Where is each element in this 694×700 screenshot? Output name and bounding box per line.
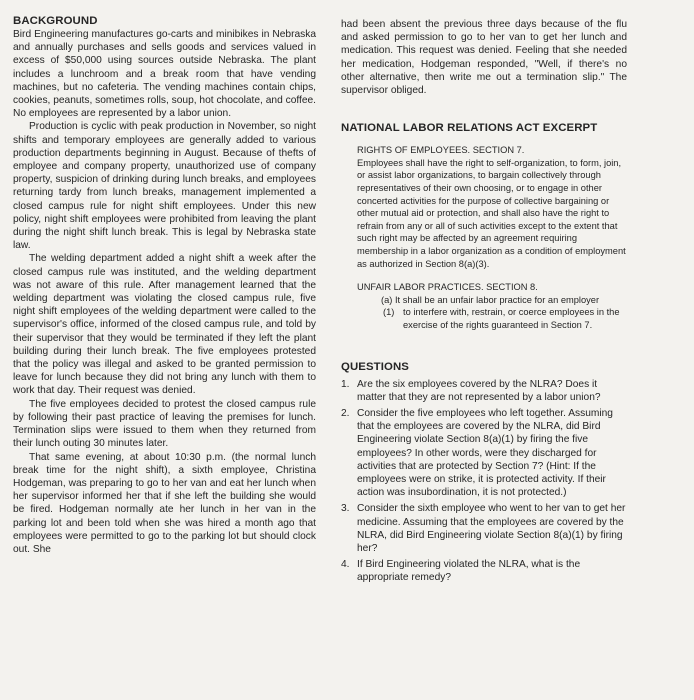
- section8-a: (a) It shall be an unfair labor practice for an employer: [381, 294, 600, 305]
- question-text: Consider the five employees who left together. Assuming that the employees are covered by the NLRA, did Bird Engineering violate Section 8(a)(1) by firing the five employees? In other words, were they discharged for activities that are protected by Section 7? (Hint: If the employees were on strike, it is protected activity. If their action was insubordination, it is not protected.): [357, 407, 613, 499]
- right-column: [341, 14, 627, 588]
- background-paragraph-5: That same evening, at about 10:30 p.m. (the normal lunch break time for the night shift), a sixth employee, Christina Hodgeman, was preparing to go to her van and eat her lunch when her supervisor informed her that if she left the building she would be fired. Hodgeman normally ate her lunch in her van in the parking lot and been told when she was hired a month ago that employees were permitted to go to the parking lot but should clock out. She: [13, 451, 316, 555]
- section7: [341, 144, 627, 270]
- question-item: [341, 378, 627, 404]
- question-item: [341, 558, 627, 584]
- nlra-heading: NATIONAL LABOR RELATIONS ACT EXCERPT: [341, 122, 598, 135]
- background-paragraph-2: Production is cyclic with peak production in November, so night shifts and temporary employees are generally added to various production departments beginning in August. Because of thefts of employee and company property, unauthorized use of company property, suspicion of drinking during lunch breaks, and employees returning tardy from lunch breaks, management implemented a closed campus rule for night shift employees. Under this new policy, night shift employees were prohibited from leaving the plant during the night shift lunch break. This is legal by Nebraska state law.: [13, 121, 316, 252]
- question-number: 2.: [341, 407, 350, 419]
- questions-list: [341, 378, 627, 585]
- section8-1-text: to interfere with, restrain, or coerce employees in the exercise of the rights guaranteed in Section 7.: [403, 307, 620, 330]
- background-paragraph-4: The five employees decided to protest the closed campus rule by following their past practice of leaving the premises for lunch. Termination slips were issued to them when they returned from their lunch outing 30 minutes later.: [13, 398, 316, 450]
- background-paragraph-3: The welding department added a night shift a week after the closed campus rule was instituted, and the welding department was not aware of this rule. After management learned that the welding department was violating the closed campus rule, five night shift employees of the welding department were called to the supervisor's office, informed of the closed campus rule, and told by their supervisor that they would be terminated if they left the plant building during their lunch break. The five employees protested that the policy was illegal and asked to be granted permission to leave for lunch because they did not bring any lunch with them to work that day. Their request was denied.: [13, 253, 316, 397]
- question-text: Are the six employees covered by the NLRA? Does it matter that they are not represented by a labor union?: [357, 378, 601, 403]
- question-item: [341, 407, 627, 499]
- background-heading: BACKGROUND: [13, 15, 98, 27]
- background-paragraph-1: Bird Engineering manufactures go-carts and minibikes in Nebraska and annually purchases and sells goods and services valued in excess of $50,000 using sources outside Nebraska. The plant includes a lunchroom and a break room that have vending machines, but no cafeteria. The vending machines contain chips, cookies, peanuts, sometimes rolls, soup, hot chocolate, and coffee. No employees are represented by a labor union.: [13, 29, 316, 120]
- question-number: 3.: [341, 503, 350, 515]
- question-text: Consider the sixth employee who went to her van to get her medicine. Assuming that the employees are covered by the NLRA, did Bird Engineering violate Section 8(a)(1) by firing her?: [357, 503, 626, 554]
- question-number: 4.: [341, 559, 350, 571]
- question-item: [341, 502, 627, 555]
- section8: [341, 281, 627, 331]
- left-column: [13, 14, 316, 556]
- background-paragraph-6: had been absent the previous three days because of the flu and asked permission to go to her van to get her lunch and medication. This request was denied. Feeling that she needed her medication, Hodgeman responded, "Well, if there's no other alternative, then write me out a termination slip." The supervisor obliged.: [341, 19, 627, 97]
- section7-text: Employees shall have the right to self-organization, to form, join, or assist labor organizations, to bargain collectively through representatives of their own choosing, or to engage in other concerted activities for the purpose of collective bargaining or other mutual aid or protection, and shall also have the right to refrain from any or all of such activities except to the extent that such right may be affected by an agreement requiring membership in a labor organization as a condition of employment as authorized in Section 8(a)(3).: [357, 157, 626, 269]
- question-number: 1.: [341, 378, 350, 390]
- questions-heading: QUESTIONS: [341, 360, 409, 373]
- question-text: If Bird Engineering violated the NLRA, what is the appropriate remedy?: [357, 559, 581, 584]
- section7-title: RIGHTS OF EMPLOYEES. SECTION 7.: [357, 145, 525, 156]
- section8-1-marker: (1): [383, 307, 395, 318]
- section8-title: UNFAIR LABOR PRACTICES. SECTION 8.: [357, 282, 538, 293]
